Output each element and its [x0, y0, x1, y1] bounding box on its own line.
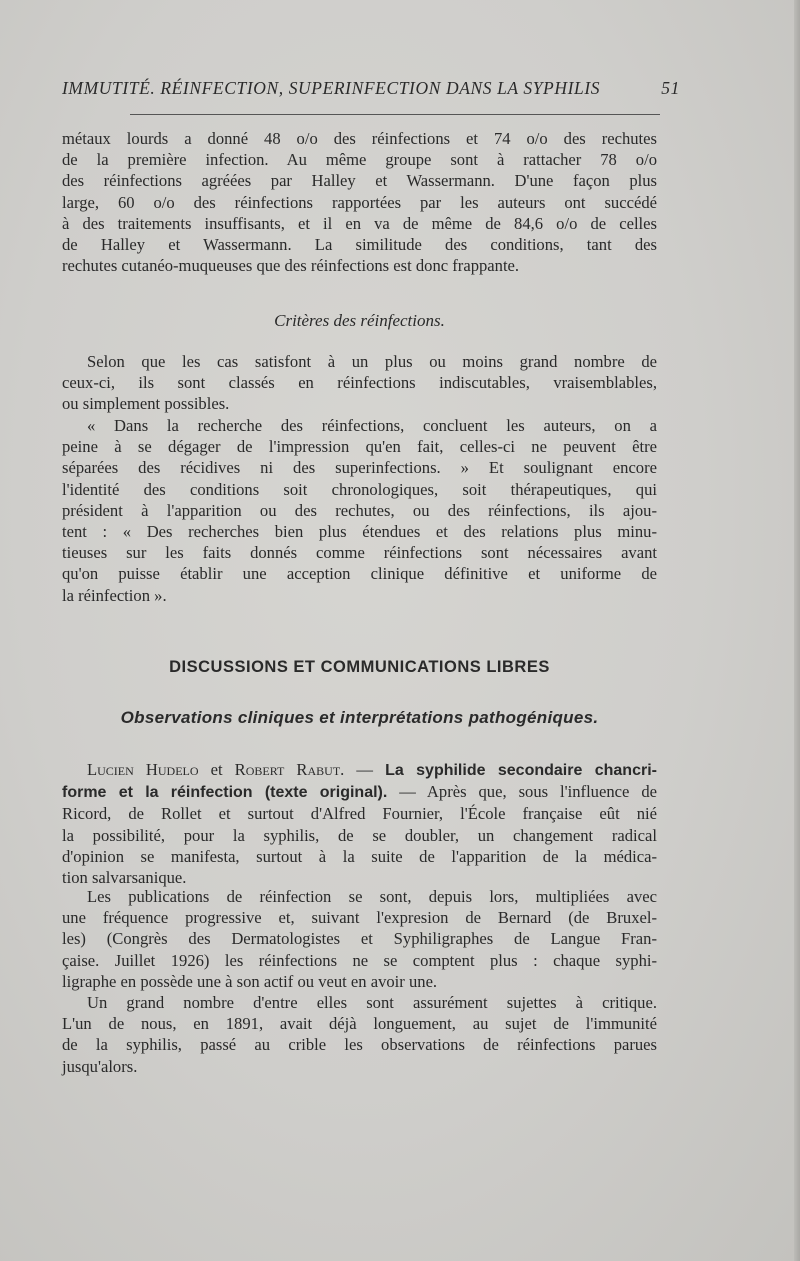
text-line: tieuses sur les faits donnés comme réinfections sont nécessaires avant: [62, 543, 657, 563]
text-line: large, 60 o/o des réinfections rapportées par les auteurs ont succédé: [62, 192, 657, 212]
running-header: [62, 78, 680, 99]
text-line: à des traitements insuffisants, et il en va de même de 84,6 o/o de celles: [62, 213, 657, 233]
section-subheading: Observations cliniques et interprétations pathogéniques.: [120, 708, 599, 727]
text-line: la possibilité, pour la syphilis, de se doubler, un changement radical: [62, 825, 657, 845]
text-line: une fréquence progressive et, suivant l'expresion de Bernard (de Bruxel-: [62, 908, 657, 928]
text-line: ligraphe en possède une à son actif ou veut en avoir une.: [62, 971, 438, 991]
author-1: Lucien Hudelo: [87, 760, 199, 779]
text-line: qu'on puisse établir une acception clinique définitive et uniforme de: [62, 564, 657, 584]
text-line: Ricord, de Rollet et surtout d'Alfred Fournier, l'École française eût nié: [62, 804, 657, 824]
paragraph-1: [62, 128, 657, 276]
text-line: des réinfections agréées par Halley et Wassermann. D'une façon plus: [62, 171, 657, 191]
author-2: Robert Rabut: [234, 760, 341, 779]
text-line: [62, 759, 657, 781]
text-line: séparées des récidives ni des superinfections. » Et soulignant encore: [62, 458, 657, 478]
text-line: tion salvarsanique.: [62, 868, 187, 888]
text-line: Selon que les cas satisfont à un plus ou moins grand nombre de: [87, 352, 657, 371]
text-line: président à l'apparition ou des rechutes, ou des réinfections, ils ajou-: [62, 500, 657, 520]
header-rule: [130, 114, 660, 115]
paragraph-4: [62, 759, 657, 888]
paragraph-2: [62, 351, 657, 415]
text-line: de Halley et Wassermann. La similitude des conditions, tant des: [62, 235, 657, 255]
text-line: peine à se dégager de l'impression qu'en fait, celles-ci ne peuvent être: [62, 437, 657, 457]
text-line: la réinfection ».: [62, 585, 167, 605]
text-line: Les publications de réinfection se sont, depuis lors, multipliées avec: [87, 887, 657, 906]
text-line: ceux-ci, ils sont classés en réinfections indiscutables, vraisemblables,: [62, 373, 657, 393]
after-title-text: — Après que, sous l'influence de: [387, 782, 657, 802]
text-line: d'opinion se manifesta, surtout à la suite de l'apparition de la médica-: [62, 846, 657, 866]
text-line: jusqu'alors.: [62, 1056, 138, 1076]
author-dash: . —: [340, 760, 386, 779]
page-edge-shadow: [794, 0, 800, 1261]
article-title-part-1: La syphilide secondaire chancri-: [385, 762, 657, 779]
text-line: rechutes cutanéo-muqueuses que des réinfections est donc frappante.: [62, 256, 520, 276]
page-number: 51: [661, 78, 680, 98]
paragraph-6: [62, 992, 657, 1077]
text-line: de la première infection. Au même groupe sont à rattacher 78 o/o: [62, 150, 657, 170]
section-heading: DISCUSSIONS ET COMMUNICATIONS LIBRES: [169, 658, 550, 676]
text-line: métaux lourds a donné 48 o/o des réinfections et 74 o/o des rechutes: [62, 129, 657, 148]
text-line: ou simplement possibles.: [62, 394, 230, 414]
text-line: L'un de nous, en 1891, avait déjà longuement, au sujet de l'immunité: [62, 1014, 657, 1034]
text-line: tent : « Des recherches bien plus étendues et des relations plus minu-: [62, 522, 657, 542]
running-title: IMMUTITÉ. RÉINFECTION, SUPERINFECTION DANS LA SYPHILIS: [62, 78, 601, 98]
paragraph-5: [62, 886, 657, 992]
subheading-criteria: Critères des réinfections.: [274, 311, 445, 330]
author-conjunction: et: [198, 760, 235, 779]
text-line: Un grand nombre d'entre elles sont assurément sujettes à critique.: [87, 993, 657, 1012]
text-line: [62, 781, 657, 803]
text-line: çaise. Juillet 1926) les réinfections ne se comptent plus : chaque syphi-: [62, 950, 657, 970]
text-line: l'identité des conditions soit chronologiques, soit thérapeutiques, qui: [62, 479, 657, 499]
text-line: « Dans la recherche des réinfections, concluent les auteurs, on a: [87, 416, 657, 435]
article-title-part-2: forme et la réinfection (texte original).: [62, 784, 388, 802]
text-line: les) (Congrès des Dermatologistes et Syphiligraphes de Langue Fran-: [62, 929, 657, 949]
paragraph-3: [62, 415, 657, 606]
text-line: de la syphilis, passé au crible les observations de réinfections parues: [62, 1035, 657, 1055]
